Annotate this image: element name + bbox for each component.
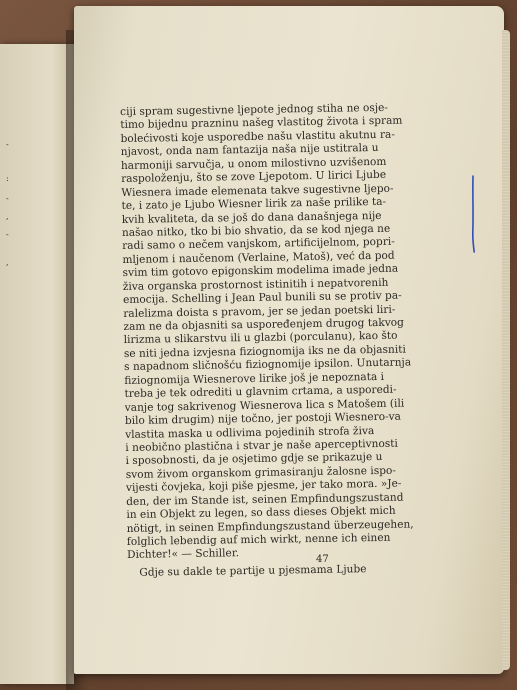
text-line: bilo kim drugim) nije točno, jer postoji Wiesnero-va [124,410,402,428]
book-page [74,6,504,674]
text-line: in ein Objekt zu legen, so dass dieses Objekt mich [126,504,396,522]
page-number: 47 [316,554,329,565]
text-line: treba je tek odrediti u glavnim crtama, a usporedi- [124,383,397,401]
text-line: te, i zato je Ljubo Wiesner lirik za naše prilike ta- [121,195,387,213]
text-line: harmoniji sarvučja, u onom milostivno uzvišenom [120,155,387,172]
text-line: vanje tog sakrivenog Wiesnerova lica s Matošem (ili [124,397,405,414]
text-line: emocija. Schelling i Jean Paul bunili su se protiv pa- [122,289,402,307]
text-line: zam ne da objasniti sa uspoređenjem drugog takvog [123,316,405,333]
text-line: vijesti čovjeka, koji piše pjesme, jer tako mora. »Je- [125,477,402,495]
text-line: s napadnom sličnošću fiziognomije ipsilon. Unutarnja [124,356,412,374]
text-line: živa organska prostornost istinitih i nepatvorenih [122,276,389,293]
text-line: Wiesnera imade elemenata takve sugestivne ljepo- [121,182,394,199]
text-line: se niti jedna izvjesna fiziognomija iks ne da objasniti [123,343,406,360]
page-text [120,101,463,581]
left-page-edge: - : - , - , [0,44,74,684]
text-line: fiziognomija Wiesnerove lirike još je nepoznata i [124,370,385,387]
text-line: lirizma u slikarstvu ili u glazbi (porculanu), kao što [123,330,398,347]
text-line: bolećivosti koje usporedbe našu vlastitu akutnu ra- [120,128,395,145]
text-line: ciji spram sugestivne ljepote jednog stiha ne osje- [120,101,389,118]
text-line: i neobično plastična i stvar je naše aperceptivnosti [125,437,398,454]
text-line: ralelizma doista s pravom, jer se jedan poetski liri- [123,303,396,320]
text-line: den, der im Stande ist, seinen Empfindungszustand [126,491,404,508]
text-line: timo bijednu prazninu našeg vlastitog života i spram [120,115,403,132]
text-line: mljenom i naučenom (Verlaine, Matoš), već da pod [122,249,395,266]
text-line: njavost, onda nam fantazija naša nije ustitrala u [120,142,379,159]
text-line: kvih kvaliteta, da se još do dana današnjega nije [121,209,382,226]
next-paragraph-line: Gdje su dakle te partije u pjesmama Ljube [139,563,367,579]
text-line: nötigt, in seinen Empfindungszustand überzeugehen, [126,518,414,535]
text-line: raspoloženju, što se zove Ljepotom. U lirici Ljube [121,169,387,186]
text-line: folglich lebendig auf mich wirkt, nenne ich einen [126,531,391,548]
text-line: radi samo o nečem vanjskom, artificijelnom, popri- [122,236,395,253]
pen-margin-mark [470,174,476,254]
page-stack-edge [502,30,510,670]
text-line: i sposobnosti, da je osjetimo gdje se prikazuje u [125,451,383,468]
text-line: našao nitko, tko bi bio shvatio, da se kod njega ne [121,222,391,239]
text-line: svim tim gotovo epigonskim modelima imade jedna [122,262,399,280]
text-line: svom živom organskom grimasiranju žalosne ispo- [125,464,397,481]
text-line: Dichter!« — Schiller. [126,547,240,562]
text-line: vlastita maska u odlivima pojedinih strofa živa [125,424,375,441]
